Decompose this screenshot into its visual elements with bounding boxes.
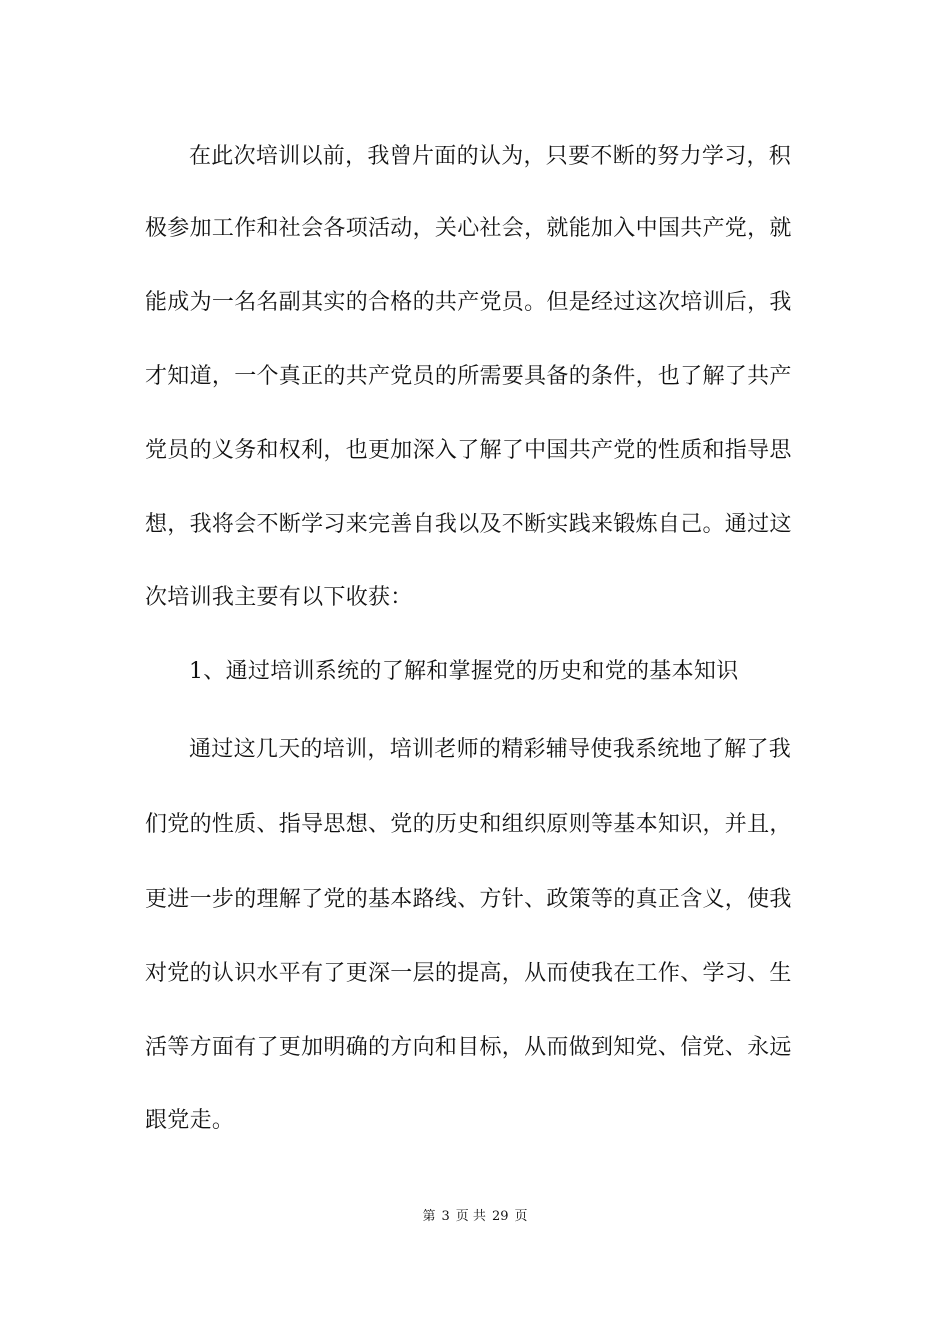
paragraph-2-line-4: 对党的认识水平有了更深一层的提高，从而使我在工作、学习、生 xyxy=(145,961,792,986)
paragraph-1-line-7: 次培训我主要有以下收获： xyxy=(145,585,413,610)
paragraph-1-line-5: 党员的义务和权利，也更加深入了解了中国共产党的性质和指导思 xyxy=(145,438,792,463)
paragraph-2-line-5: 活等方面有了更加明确的方向和目标，从而做到知党、信党、永远 xyxy=(145,1035,792,1060)
footer-suffix: 页 xyxy=(514,1209,528,1224)
paragraph-1-line-1: 在此次培训以前，我曾片面的认为，只要不断的努力学习，积 xyxy=(189,144,792,169)
paragraph-1-line-3: 能成为一名名副其实的合格的共产党员。但是经过这次培训后，我 xyxy=(145,290,792,315)
paragraph-2-line-3: 更进一步的理解了党的基本路线、方针、政策等的真正含义，使我 xyxy=(145,887,792,912)
paragraph-1-line-6: 想，我将会不断学习来完善自我以及不断实践来锻炼自己。通过这 xyxy=(145,512,792,537)
paragraph-2-line-6: 跟党走。 xyxy=(145,1108,235,1133)
section-heading-1: 1、通过培训系统的了解和掌握党的历史和党的基本知识 xyxy=(189,659,739,684)
paragraph-1-line-4: 才知道，一个真正的共产党员的所需要具备的条件，也了解了共产 xyxy=(145,364,792,389)
footer-total-pages: 29 xyxy=(491,1209,509,1224)
paragraph-2-line-1: 通过这几天的培训，培训老师的精彩辅导使我系统地了解了我 xyxy=(189,737,792,762)
page-number-footer xyxy=(0,1208,950,1226)
paragraph-2-line-2: 们党的性质、指导思想、党的历史和组织原则等基本知识，并且， xyxy=(145,812,792,837)
footer-mid: 页 共 xyxy=(455,1209,486,1224)
paragraph-1-line-2: 极参加工作和社会各项活动，关心社会，就能加入中国共产党，就 xyxy=(145,216,792,241)
footer-prefix: 第 xyxy=(422,1209,436,1224)
footer-current-page: 3 xyxy=(441,1209,450,1224)
